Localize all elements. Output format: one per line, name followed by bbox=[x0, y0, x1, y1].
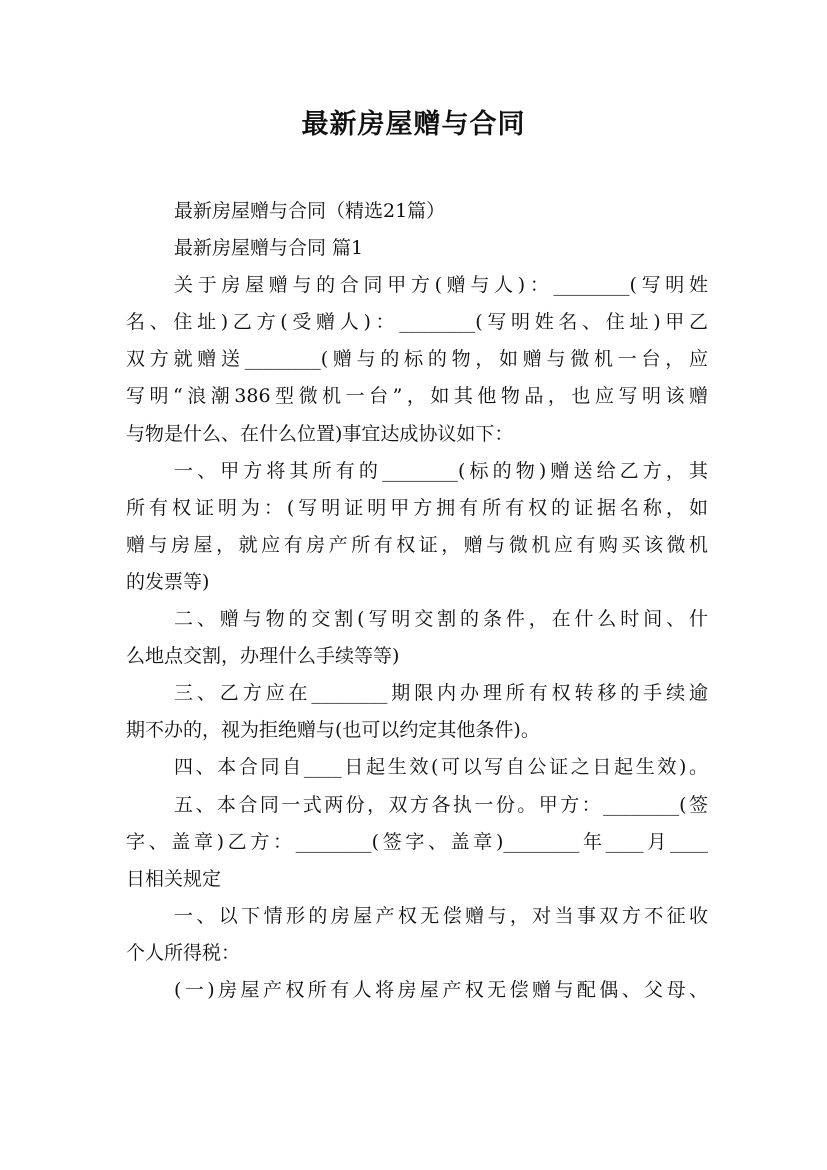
body-line: 最新房屋赠与合同 篇1 bbox=[174, 237, 364, 260]
body-line: 最新房屋赠与合同（精选21篇） bbox=[174, 200, 446, 222]
body-line: 关于房屋赠与的合同甲方(赠与人)：________(写明姓 bbox=[174, 274, 708, 297]
body-line: 赠与房屋，就应有房产所有权证，赠与微机应有购买该微机 bbox=[126, 533, 708, 556]
body-line: 一、甲方将其所有的________(标的物)赠送给乙方，其 bbox=[174, 459, 708, 482]
body-line: 么地点交割，办理什么手续等等) bbox=[126, 645, 400, 668]
body-line: 双方就赠送________(赠与的标的物，如赠与微机一台，应 bbox=[126, 348, 708, 371]
body-line: 所有权证明为：(写明证明甲方拥有所有权的证据名称，如 bbox=[126, 496, 708, 519]
body-line: 日相关规定 bbox=[126, 867, 222, 890]
body-line: (一)房屋产权所有人将房屋产权无偿赠与配偶、父母、 bbox=[174, 978, 708, 1001]
body-line: 个人所得税： bbox=[126, 941, 241, 964]
body-line: 四、本合同自____日起生效(可以写自公证之日起生效)。 bbox=[174, 756, 708, 779]
body-line: 二、赠与物的交割(写明交割的条件，在什么时间、什 bbox=[174, 608, 708, 631]
body-line: 写明“浪潮386型微机一台”，如其他物品，也应写明该赠 bbox=[126, 385, 708, 408]
body-line: 字、盖章)乙方：________(签字、盖章)________年____月____ bbox=[126, 830, 708, 853]
body-line: 与物是什么、在什么位置)事宜达成协议如下： bbox=[126, 422, 514, 445]
body-line: 名、住址)乙方(受赠人)：________(写明姓名、住址)甲乙 bbox=[126, 311, 708, 334]
body-line: 期不办的，视为拒绝赠与(也可以约定其他条件)。 bbox=[126, 719, 540, 742]
document-title: 最新房屋赠与合同 bbox=[301, 109, 526, 140]
body-line: 五、本合同一式两份，双方各执一份。甲方：________(签 bbox=[174, 793, 708, 816]
body-line: 三、乙方应在________期限内办理所有权转移的手续逾 bbox=[174, 682, 708, 705]
body-line: 的发票等) bbox=[126, 570, 210, 593]
document-body bbox=[126, 193, 708, 1009]
body-line: 一、以下情形的房屋产权无偿赠与，对当事双方不征收 bbox=[174, 904, 708, 927]
